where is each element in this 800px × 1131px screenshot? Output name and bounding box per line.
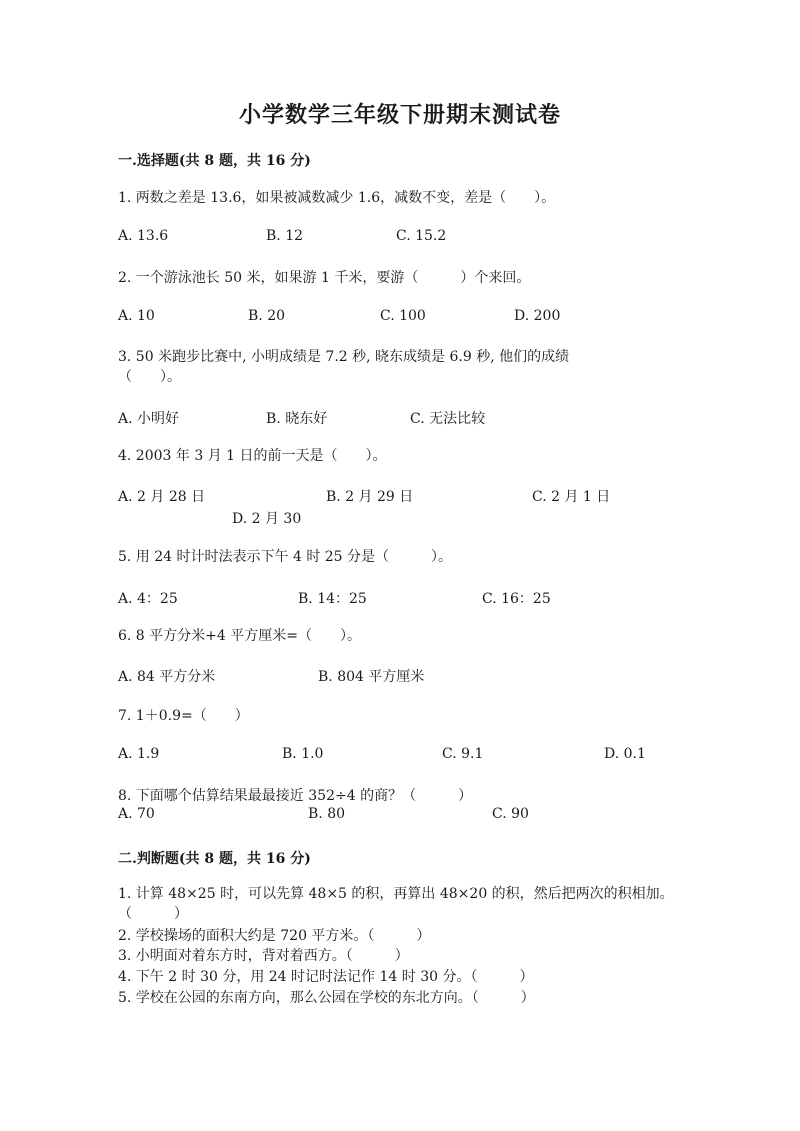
option-b: B. 12 [266, 228, 304, 244]
option-a: A. 84 平方分米 [118, 669, 216, 685]
option-d: D. 0.1 [604, 746, 646, 762]
option-c: C. 15.2 [396, 228, 447, 244]
question-3: 3. 50 米跑步比赛中, 小明成绩是 7.2 秒, 晓东成绩是 6.9 秒, 他们的成绩（ ）。 [118, 349, 570, 385]
judgement-question-5: 5. 学校在公园的东南方向，那么公园在学校的东北方向。（ ） [118, 990, 535, 1006]
option-b: B. 14：25 [298, 591, 367, 607]
option-d: D. 2 月 30 [232, 511, 302, 527]
option-a: A. 小明好 [118, 411, 180, 427]
option-c: C. 90 [492, 806, 529, 822]
question-6-options [118, 666, 678, 706]
question-1: 1. 两数之差是 13.6，如果被减数减少 1.6，减数不变，差是（ ）。 [118, 190, 556, 206]
option-d: D. 200 [514, 308, 561, 324]
question-7: 7. 1＋0.9=（ ） [118, 708, 249, 724]
option-b: B. 20 [248, 308, 286, 324]
option-b: B. 2 月 29 日 [326, 489, 414, 505]
section-heading-true-false: 二.判断题(共 8 题，共 16 分) [118, 851, 311, 867]
question-5: 5. 用 24 时计时法表示下午 4 时 25 分是（ ）。 [118, 549, 453, 565]
option-c: C. 无法比较 [410, 411, 486, 427]
question-2-options [118, 308, 678, 348]
option-c: C. 100 [380, 308, 426, 324]
judgement-question-1: 1. 计算 48×25 时，可以先算 48×5 的积，再算出 48×20 的积，然后把两次的积相加。（ ） [118, 886, 674, 922]
option-b: B. 804 平方厘米 [318, 669, 425, 685]
option-a: A. 13.6 [118, 228, 169, 244]
option-b: B. 1.0 [282, 746, 324, 762]
question-6: 6. 8 平方分米+4 平方厘米=（ ）。 [118, 628, 361, 644]
option-b: B. 80 [308, 806, 346, 822]
judgement-question-3: 3. 小明面对着东方时，背对着西方。（ ） [118, 948, 409, 964]
question-8-options [118, 806, 678, 846]
question-8: 8. 下面哪个估算结果最最接近 352÷4 的商？（ ） [118, 788, 473, 804]
question-5-options [118, 588, 678, 628]
option-a: A. 2 月 28 日 [118, 489, 206, 505]
option-a: A. 10 [118, 308, 155, 324]
exam-title: 小学数学三年级下册期末测试卷 [238, 102, 561, 128]
question-1-options [118, 228, 678, 268]
option-c: C. 16：25 [482, 591, 551, 607]
judgement-question-4: 4. 下午 2 时 30 分，用 24 时记时法记作 14 时 30 分。（ ） [118, 969, 534, 985]
question-3-options [118, 408, 678, 448]
judgement-question-2: 2. 学校操场的面积大约是 720 平方米。（ ） [118, 928, 431, 944]
option-a: A. 4：25 [118, 591, 178, 607]
option-a: A. 70 [118, 806, 155, 822]
option-b: B. 晓东好 [266, 411, 328, 427]
question-4: 4. 2003 年 3 月 1 日的前一天是（ ）。 [118, 448, 387, 464]
question-2: 2. 一个游泳池长 50 米，如果游 1 千米，要游（ ）个来回。 [118, 270, 531, 286]
section-heading-multiple-choice: 一.选择题(共 8 题，共 16 分) [118, 153, 311, 169]
question-4-options [118, 486, 678, 530]
option-c: C. 2 月 1 日 [532, 489, 611, 505]
option-c: C. 9.1 [442, 746, 484, 762]
option-a: A. 1.9 [118, 746, 160, 762]
question-7-options [118, 746, 678, 786]
